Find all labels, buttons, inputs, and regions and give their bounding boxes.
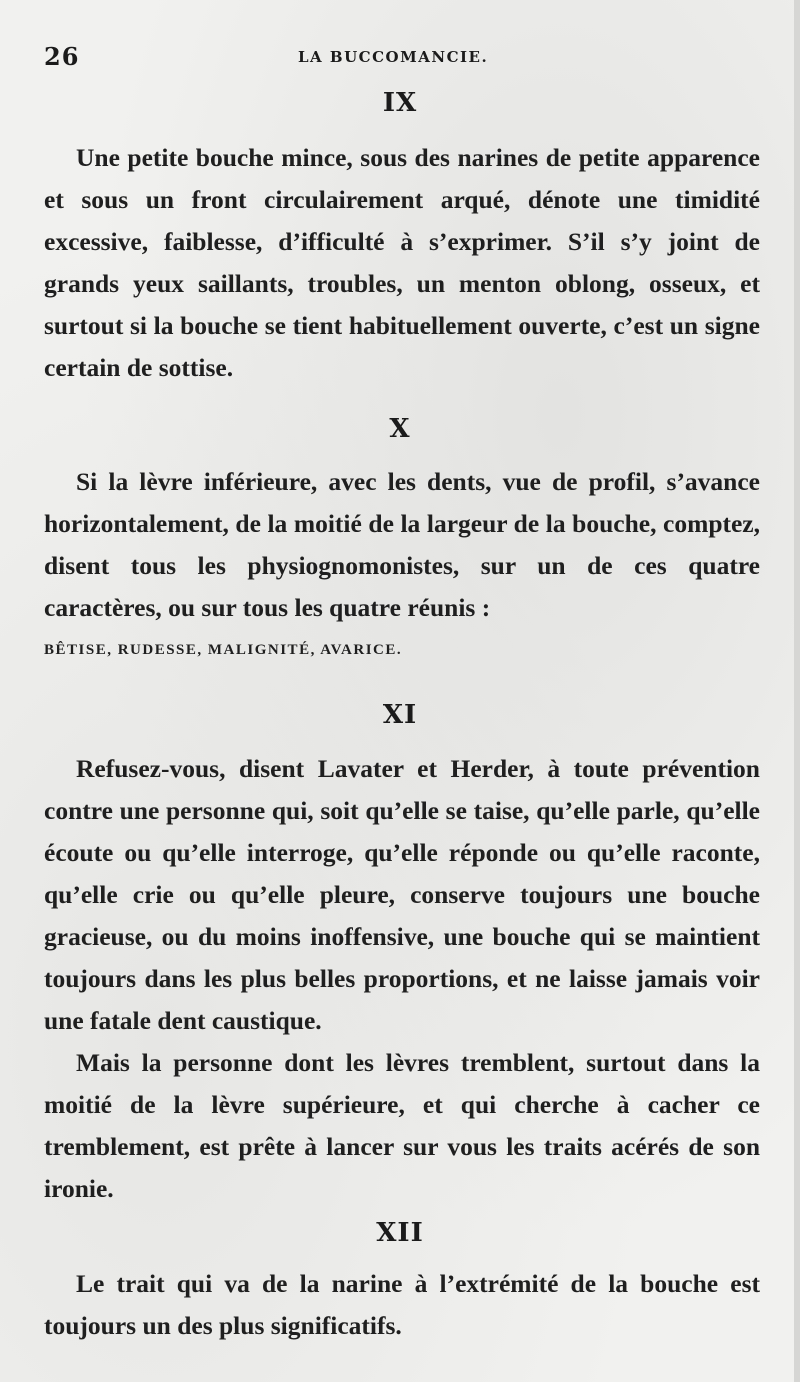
paragraph: Une petite bouche mince, sous des narines de petite apparence et sous un front circulairement arqué, dénote une timidité excessive, faiblesse, d’ifficulté à s’exprimer. S’il s’y joint de grands yeux saillants, troubles, un menton oblong, osseux, et surtout si la bouche se tient habituellement ouverte, c’est un signe certain de sottise. (44, 143, 760, 382)
section-heading-ix: IX (382, 88, 418, 118)
paragraph: Le trait qui va de la narine à l’extrémité de la bouche est toujours un des plus significatifs. (44, 1269, 760, 1340)
page-number: 26 (44, 42, 80, 71)
page-edge (794, 0, 800, 1382)
paragraph: Refusez-vous, disent Lavater et Herder, à toute prévention contre une personne qui, soit qu’elle se taise, qu’elle parle, qu’elle écoute ou qu’elle interroge, qu’elle réponde ou qu’elle raconte, qu’elle crie ou qu’elle pleure, conserve toujours une bouche gracieuse, ou du moins inoffensive, une bouche qui se maintient toujours dans les plus belles proportions, et ne laisse jamais voir une fatale dent caustique. (44, 754, 760, 1035)
traits-list: BÊTISE, RUDESSE, MALIGNITÉ, AVARICE. (44, 642, 403, 658)
paragraph: Mais la personne dont les lèvres tremblent, surtout dans la moitié de la lèvre supérieure, et qui cherche à cacher ce tremblement, est prête à lancer sur vous les traits acérés de son ironie. (44, 1048, 760, 1203)
section-body-x (44, 461, 760, 671)
paragraph (44, 461, 760, 629)
running-title: LA BUCCOMANCIE. (298, 48, 489, 66)
section-heading-xi: XI (382, 700, 418, 730)
section-heading-x: X (389, 414, 411, 444)
running-head (30, 42, 770, 74)
section-body-ix (44, 137, 760, 389)
section-body-xii (44, 1263, 760, 1347)
section-body-xi (44, 748, 760, 1210)
section-heading-xii: XII (376, 1218, 424, 1248)
paragraph-text: Si la lèvre inférieure, avec les dents, vue de profil, s’avance horizontalement, de la moitié de la largeur de la bouche, comptez, disent tous les physiognomonistes, sur un de ces quatre caractères, ou sur tous les quatre réunis : (44, 467, 760, 622)
